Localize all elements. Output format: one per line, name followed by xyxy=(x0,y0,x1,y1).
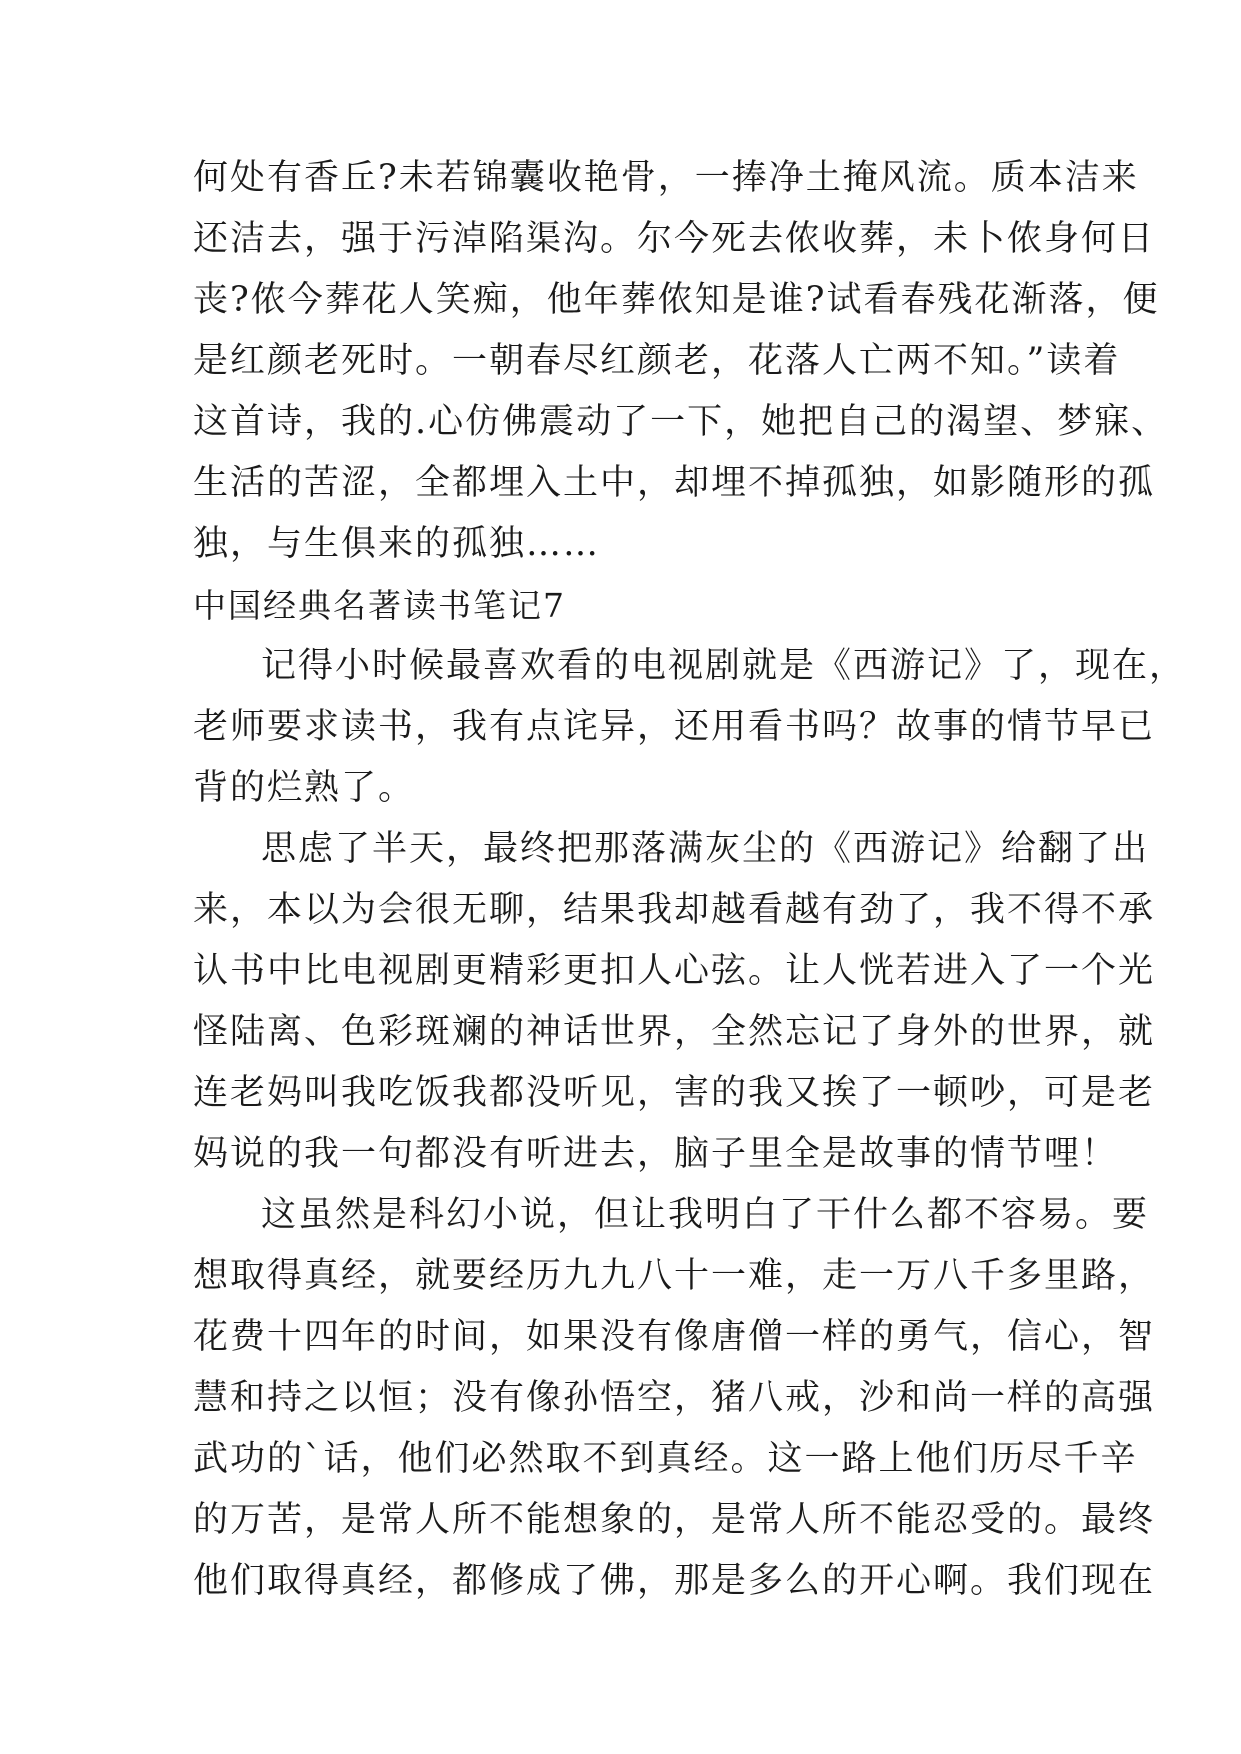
paragraph-poem-continuation xyxy=(193,148,1169,575)
text-line: 独，与生俱来的孤独…… xyxy=(193,524,601,564)
text-line: 记得小时候最喜欢看的电视剧就是《西游记》了，现在， xyxy=(261,646,1187,686)
text-line: 慧和持之以恒；没有像孙悟空，猪八戒，沙和尚一样的高强 xyxy=(193,1378,1156,1418)
text-line: 这虽然是科幻小说，但让我明白了干什么都不容易。要 xyxy=(261,1195,1150,1235)
text-line: 丧?侬今葬花人笑痴，他年葬侬知是谁?试看春残花渐落，便 xyxy=(193,280,1160,320)
text-line: 妈说的我一句都没有听进去，脑子里全是故事的情节哩！ xyxy=(193,1134,1119,1174)
section-title: 中国经典名著读书笔记7 xyxy=(193,586,566,625)
text-line: 思虑了半天，最终把那落满灰尘的《西游记》给翻了出 xyxy=(261,829,1150,869)
text-line: 老师要求读书，我有点诧异，还用看书吗？故事的情节早已 xyxy=(193,707,1156,747)
document-body xyxy=(193,148,1187,1612)
text-line: 背的烂熟了。 xyxy=(193,768,416,808)
text-line: 怪陆离、色彩斑斓的神话世界，全然忘记了身外的世界，就 xyxy=(193,1012,1156,1052)
text-line: 连老妈叫我吃饭我都没听见，害的我又挨了一顿吵，可是老 xyxy=(193,1073,1156,1113)
text-line: 的万苦，是常人所不能想象的，是常人所不能忍受的。最终 xyxy=(193,1500,1156,1540)
text-line: 何处有香丘?未若锦囊收艳骨，一捧净土掩风流。质本洁来 xyxy=(193,158,1139,198)
text-line: 武功的`话，他们必然取不到真经。这一路上他们历尽千辛 xyxy=(193,1439,1138,1479)
text-line: 还洁去，强于污淖陷渠沟。尔今死去侬收葬，未卜侬身何日 xyxy=(193,219,1156,259)
paragraph-intro xyxy=(193,636,1187,819)
text-line: 花费十四年的时间，如果没有像唐僧一样的勇气，信心，智 xyxy=(193,1317,1156,1357)
text-line: 想取得真经，就要经历九九八十一难，走一万八千多里路， xyxy=(193,1256,1156,1296)
text-line: 认书中比电视剧更精彩更扣人心弦。让人恍若进入了一个光 xyxy=(193,951,1156,991)
paragraph-reflection xyxy=(193,1185,1156,1612)
paragraph-reading xyxy=(193,819,1156,1185)
text-line: 他们取得真经，都修成了佛，那是多么的开心啊。我们现在 xyxy=(193,1561,1156,1601)
text-line: 是红颜老死时。一朝春尽红颜老，花落人亡两不知。”读着 xyxy=(193,341,1121,381)
text-line: 来，本以为会很无聊，结果我却越看越有劲了，我不得不承 xyxy=(193,890,1156,930)
text-line: 这首诗，我的.心仿佛震动了一下，她把自己的渴望、梦寐、 xyxy=(193,402,1169,442)
text-line: 生活的苦涩，全都埋入土中，却埋不掉孤独，如影随形的孤 xyxy=(193,463,1156,503)
